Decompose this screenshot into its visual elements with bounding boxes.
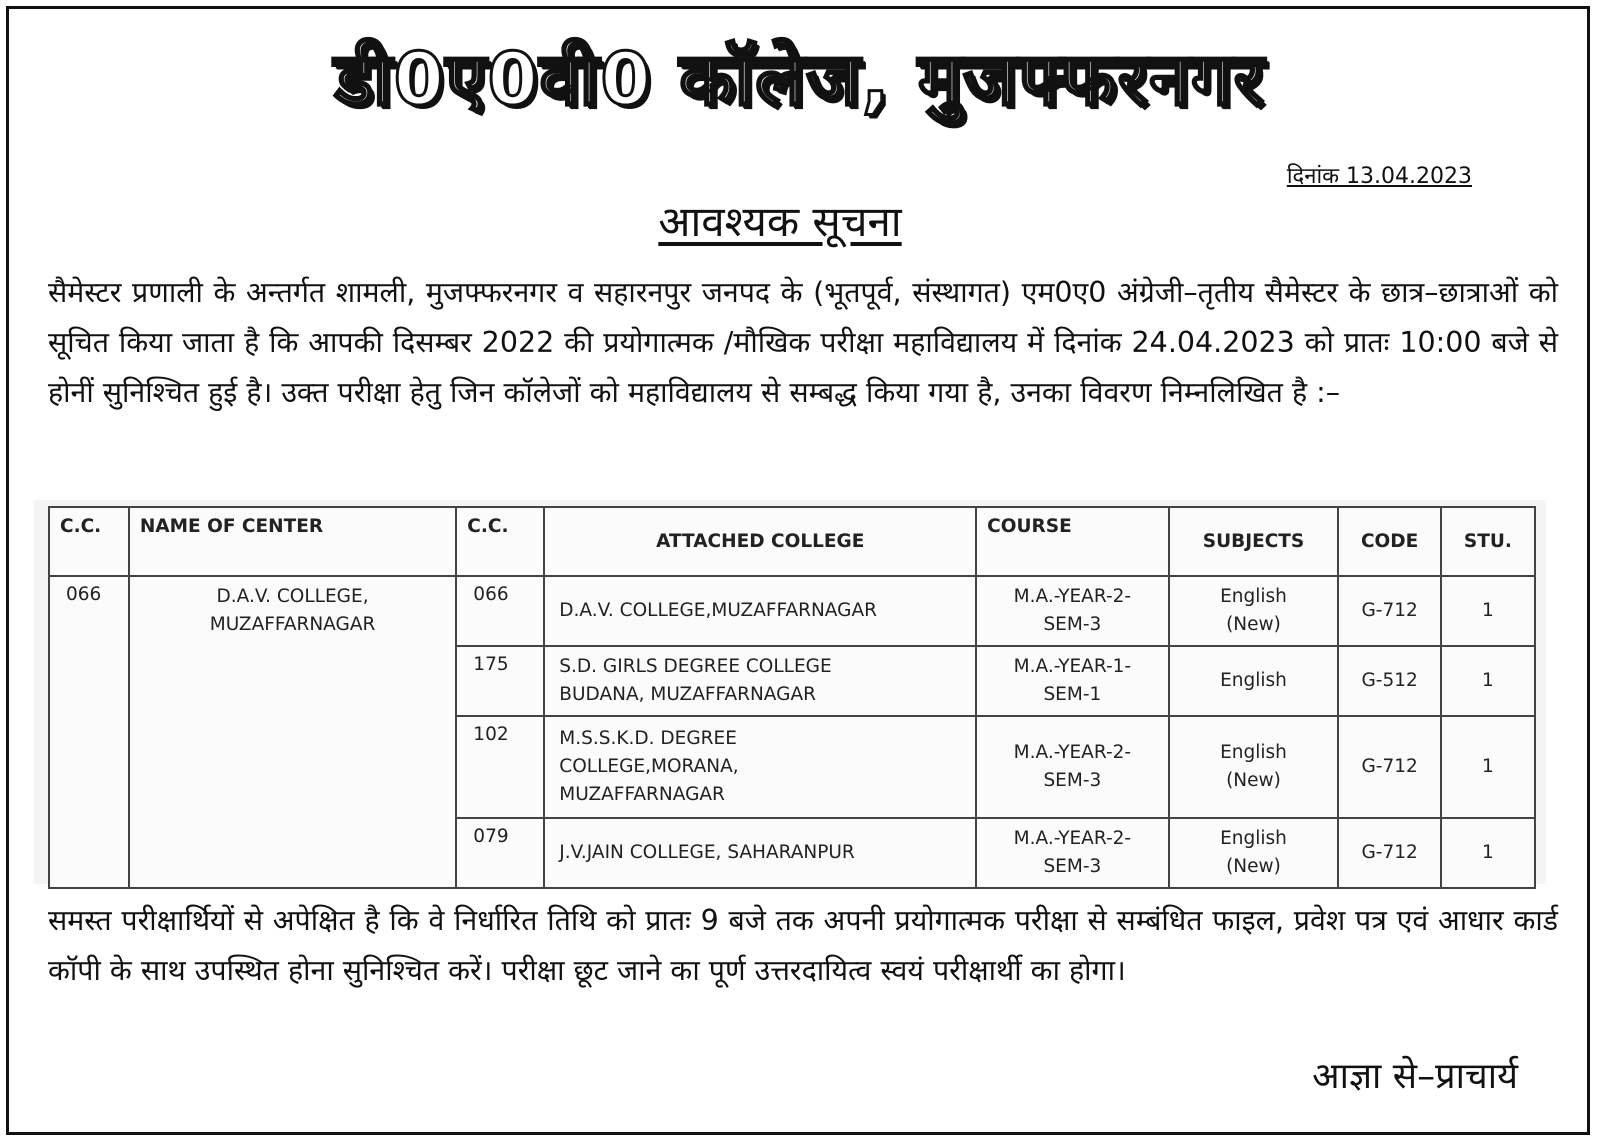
stu-cell: 1 (1441, 576, 1535, 646)
center-name-line: MUZAFFARNAGAR (209, 614, 376, 635)
subject-line: English (1220, 828, 1287, 849)
course-line: M.A.-YEAR-2- (1013, 828, 1132, 849)
attached-college: J.V.JAIN COLLEGE, SAHARANPUR (544, 818, 976, 888)
center-name-line: D.A.V. COLLEGE, (216, 586, 369, 607)
stu-cell: 1 (1441, 646, 1535, 716)
notice-paragraph-2: समस्त परीक्षार्थियों से अपेक्षित है कि वे निर्धारित तिथि को प्रातः 9 बजे तक अपनी प्रयोगात्मक परीक्षा से सम्बंधित फाइल, प्रवेश पत्र एवं आधार कार्ड कॉपी के साथ उपस्थित होना सुनिश्चित करें। परीक्षा छूट जाने का पूर्ण उत्तरदायित्व स्वयं परीक्षार्थी का होगा। (48, 904, 1558, 987)
college-title: डी0ए0वी0 कॉलेज, मुजफ्फरनगर (334, 37, 1266, 121)
course-cell (976, 646, 1168, 716)
subject-line: (New) (1226, 770, 1281, 791)
subject-line: (New) (1226, 856, 1281, 877)
header-course: COURSE (976, 507, 1168, 576)
subject-line: English (1220, 742, 1287, 763)
college-line: MUZAFFARNAGAR (559, 784, 725, 805)
stu-cell: 1 (1441, 818, 1535, 888)
attached-college: D.A.V. COLLEGE,MUZAFFARNAGAR (544, 576, 976, 646)
code-cell: G-512 (1338, 646, 1440, 716)
header-center-name: NAME OF CENTER (129, 507, 456, 576)
college-line: M.S.S.K.D. DEGREE (559, 728, 737, 749)
course-line: M.A.-YEAR-2- (1013, 742, 1132, 763)
course-cell (976, 818, 1168, 888)
attached-college (544, 646, 976, 716)
header-stu: STU. (1441, 507, 1535, 576)
header-attached-cc: C.C. (456, 507, 544, 576)
college-line: S.D. GIRLS DEGREE COLLEGE (559, 656, 832, 677)
notice-date: दिनांक 13.04.2023 (1286, 164, 1472, 189)
subject-line: (New) (1226, 614, 1281, 635)
college-line: COLLEGE,MORANA, (559, 756, 739, 777)
subject-cell (1169, 576, 1339, 646)
subject-cell (1169, 818, 1339, 888)
course-line: M.A.-YEAR-2- (1013, 586, 1132, 607)
principal-signature-line: आज्ञा से–प्राचार्य (1312, 1056, 1518, 1097)
attached-cc: 102 (456, 716, 544, 818)
header-subjects: SUBJECTS (1169, 507, 1339, 576)
header-cc: C.C. (49, 507, 129, 576)
code-cell: G-712 (1338, 576, 1440, 646)
attached-college (544, 716, 976, 818)
code-cell: G-712 (1338, 818, 1440, 888)
course-line: M.A.-YEAR-1- (1013, 656, 1132, 677)
college-line: BUDANA, MUZAFFARNAGAR (559, 684, 816, 705)
course-line: SEM-3 (1043, 770, 1102, 791)
code-cell: G-712 (1338, 716, 1440, 818)
center-table (48, 506, 1536, 889)
course-line: SEM-1 (1043, 684, 1102, 705)
course-line: SEM-3 (1043, 614, 1102, 635)
attached-cc: 079 (456, 818, 544, 888)
table-row (49, 576, 1535, 646)
center-table-scan (34, 500, 1546, 884)
header-code: CODE (1338, 507, 1440, 576)
course-line: SEM-3 (1043, 856, 1102, 877)
course-cell (976, 576, 1168, 646)
subject-line: English (1220, 586, 1287, 607)
subject-cell (1169, 716, 1339, 818)
notice-heading: आवश्यक सूचना (658, 197, 902, 246)
attached-cc: 066 (456, 576, 544, 646)
notice-paragraph-1: सैमेस्टर प्रणाली के अन्तर्गत शामली, मुजफ्फरनगर व सहारनपुर जनपद के (भूतपूर्व, संस्थागत) एम0ए0 अंग्रेजी–तृतीय सैमेस्टर के छात्र–छात्राओं को सूचित किया जाता है कि आपकी दिसम्बर 2022 की प्रयोगात्मक /मौखिक परीक्षा महाविद्यालय में दिनांक 24.04.2023 को प्रातः 10:00 बजे से होनीं सुनिश्चित हुई है। उक्त परीक्षा हेतु जिन कॉलेजों को महाविद्यालय से सम्बद्ध किया गया है, उनका विवरण निम्नलिखित है :– (48, 276, 1558, 409)
center-cc: 066 (49, 576, 129, 888)
stu-cell: 1 (1441, 716, 1535, 818)
course-cell (976, 716, 1168, 818)
header-attached-college: ATTACHED COLLEGE (544, 507, 976, 576)
table-header-row (49, 507, 1535, 576)
attached-cc: 175 (456, 646, 544, 716)
subject-cell: English (1169, 646, 1339, 716)
center-name (129, 576, 456, 888)
